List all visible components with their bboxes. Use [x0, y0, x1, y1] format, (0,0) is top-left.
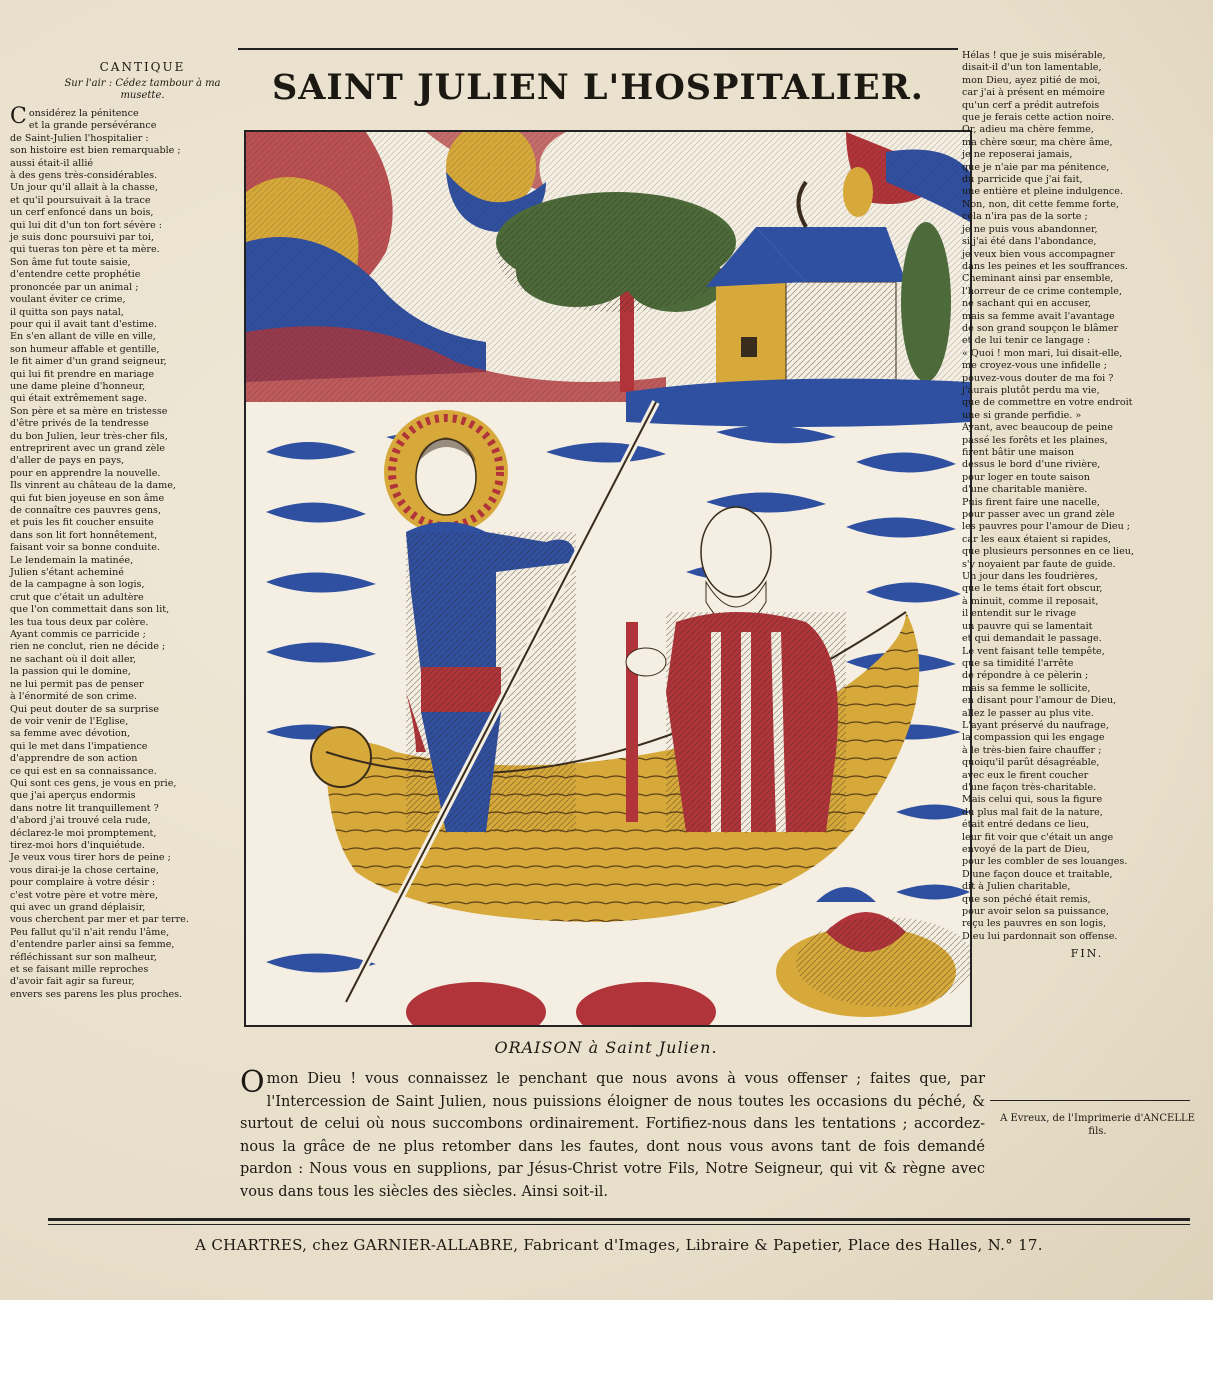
cantique-continuation-verses [962, 50, 1212, 943]
verse-stanza: Qui peut douter de sa surprise de voir venir de l'Eglise, sa femme avec dévotion, qui le met dans l'impatience d'apprendre de son action ce qui est en sa connaissance. [10, 703, 159, 777]
verse-stanza: Son âme fut toute saisie, d'entendre cette prophétie prononcée par un animal ; voulant éviter ce crime, il quitta son pays natal, pour qui il avait tant d'estime. [10, 256, 157, 330]
verse-stanza: Le lendemain la matinée, Julien s'étant acheminé de la campagne à son logis, crut que c'était un adultère que l'on commettait dans son lit, les tua tous deux par colère. [10, 554, 170, 628]
woodcut-illustration [244, 130, 972, 1027]
verse-stanza: Ils vinrent au château de la dame, qui fut bien joyeuse en son âme de connaître ces pauvres gens, et puis les fit coucher ensuite dans son lit fort honnêtement, faisant voir sa bonne conduite. [10, 480, 176, 554]
verse-stanza: « Quoi ! mon mari, lui disait-elle, me croyez-vous une infidelle ; pouvez-vous douter de ma foi ? j'aurais plutôt perdu ma vie, que de commettre en votre endroit une si grande perfidie. » [962, 347, 1133, 421]
air-note: Sur l'air : Cédez tambour à ma musette. [64, 78, 221, 101]
verse-stanza: Qui sont ces gens, je vous en prie, que j'ai aperçus endormis dans notre lit tranquillement ? d'abord j'ai trouvé cela rude, déclarez-le moi promptement, tirez-moi hors d'inquiétude. [10, 777, 177, 851]
imprint-rule [990, 1100, 1190, 1101]
verse-stanza: Son père et sa mère en tristesse d'être privés de la tendresse du bon Julien, leur très-cher fils, entreprirent avec un grand zèle d'aller de pays en pays, pour en apprendre la nouvelle. [10, 405, 168, 479]
verse-first-line: Considérez la pénitence [10, 104, 139, 129]
verse-stanza: Ayant, avec beaucoup de peine passé les forêts et les plaines, firent bâtir une maison dessus le bord d'une rivière, pour loger en toute saison d'une charitable manière. [962, 422, 1113, 496]
verse-stanza: Non, non, dit cette femme forte, cela n'ira pas de la sorte ; je ne puis vous abandonner, si j'ai été dans l'abondance, je veux bien vous accompagner dans les peines et les souffrances. [962, 198, 1128, 272]
footer-rule-thick [48, 1218, 1190, 1221]
fin-mark: FIN. [1070, 947, 1104, 961]
prayer-title: ORAISON à Saint Julien. [494, 1038, 718, 1057]
prayer-body [240, 1065, 985, 1203]
woodcut-svg [246, 132, 970, 1025]
imprint-note: A Evreux, de l'Imprimerie d'ANCELLE fils. [1000, 1113, 1195, 1137]
verse-stanza: Un jour qu'il allait à la chasse, et qu'il poursuivait à la trace un cerf enfoncé dans un bois, qui lui dit d'un ton fort sévère : je suis donc poursuivi par toi, qui tueras ton père et ta mère. [10, 182, 163, 256]
cantique-verses [10, 120, 235, 1001]
verse-stanza: Mais celui qui, sous la figure du plus mal fait de la nature, était entré dedans ce lieu, leur fit voir que c'était un ange envoyé de la part de Dieu, pour les combler de ses louanges. [962, 794, 1128, 868]
verse-stanza: Ayant commis ce parricide ; rien ne conclut, rien ne décide ; ne sachant où il doit aller, la passion qui le domine, ne lui permit pas de penser à l'énormité de son crime. [10, 629, 166, 703]
far-shore [626, 379, 970, 427]
verse-stanza: Le vent faisant telle tempête, que sa timidité l'arrête de répondre à ce pèlerin ; mais sa femme le sollicite, en disant pour l'amour de Dieu, allez le passer au plus vite. [962, 645, 1117, 719]
verse-stanza: Or, adieu ma chère femme, ma chère sœur, ma chère âme, je ne reposerai jamais, que je n'aie par ma pénitence, du parricide que j'ai fait, une entière et pleine indulgence. [962, 124, 1124, 198]
publisher-line: A CHARTRES, chez GARNIER-ALLABRE, Fabricant d'Images, Libraire & Papetier, Place des Halles, N.° 17. [195, 1236, 1043, 1254]
cantique-continuation-column [962, 50, 1212, 960]
verse-stanza: Je veux vous tirer hors de peine ; vous dirai-je la chose certaine, pour complaire à votre désir : c'est votre père et votre mère, qui avec un grand déplaisir, vous cherchent par mer et par terre. [10, 852, 189, 926]
dropcap-letter: C [10, 104, 27, 129]
prayer-dropcap: O [240, 1065, 265, 1100]
verse-stanza: Peu fallut qu'il n'ait rendu l'âme, d'entendre parler ainsi sa femme, réfléchissant sur son malheur, et se faisant mille reproches d'avoir fait agir sa fureur, envers ses parens les plus proches. [10, 926, 183, 1000]
verse-stanza: Cheminant ainsi par ensemble, l'horreur de ce crime contemple, ne sachant qui en accuser, mais sa femme avait l'avantage de son grand soupçon le blâmer et de lui tenir ce langage : [962, 273, 1123, 347]
title-rule [238, 48, 958, 50]
page-title: SAINT JULIEN L'HOSPITALIER. [271, 67, 924, 108]
footer-rule-thin [48, 1224, 1190, 1225]
verse-stanza: L'ayant préservé du naufrage, la compassion qui les engage à le très-bien faire chauffer ; quoiqu'il parût désagréable, avec eux le firent coucher d'une façon très-charitable. [962, 719, 1109, 793]
verse-stanza: Un jour dans les foudrières, que le tems était fort obscur, à minuit, comme il reposait, il entendit sur le rivage un pauvre qui se lamentait et qui demandait le passage. [962, 571, 1103, 645]
cantique-column [10, 60, 235, 1001]
verse-stanza: En s'en allant de ville en ville, son humeur affable et gentille, le fit aimer d'un grand seigneur, qui lui fit prendre en mariage une dame pleine d'honneur, qui était extrêmement sage. [10, 331, 167, 405]
cantique-heading: CANTIQUE [99, 60, 186, 74]
prayer-text: mon Dieu ! vous connaissez le penchant que nous avons à vous offenser ; faites que, par l'Intercession de Saint Julien, nous puissions éloigner de nous toutes les occasions du péché, & surtout de celui où nous succombons ordinairement. Fortifiez-nous dans les tentations ; accordez-nous la grâce de ne plus retomber dans les fautes, dont nous vous avons tant de fois demandé pardon : Nous vous en supplions, par Jésus-Christ votre Fils, Notre Seigneur, qui vit & règne avec vous dans tous les siècles des siècles. Ainsi soit-il. [240, 1071, 985, 1200]
verse-stanza: Hélas ! que je suis misérable, disait-il d'un ton lamentable, mon Dieu, ayez pitié de moi, car j'ai à présent en mémoire qu'un cerf a prédit autrefois que je ferais cette action noire. [962, 50, 1115, 124]
verse-stanza: D'une façon douce et traitable, dit à Julien charitable, que son péché était remis, pour avoir selon sa puissance, reçu les pauvres en son logis, Dieu lui pardonnait son offense. [962, 868, 1118, 942]
verse-stanza: et la grande persévérance de Saint-Julien l'hospitalier : son histoire est bien remarquable ; aussi était-il allié à des gens très-considérables. [10, 120, 181, 182]
verse-stanza: Puis firent faire une nacelle, pour passer avec un grand zèle les pauvres pour l'amour de Dieu ; car les eaux étaient si rapides, que plusieurs personnes en ce lieu, s'y noyaient par faute de guide. [962, 496, 1135, 570]
